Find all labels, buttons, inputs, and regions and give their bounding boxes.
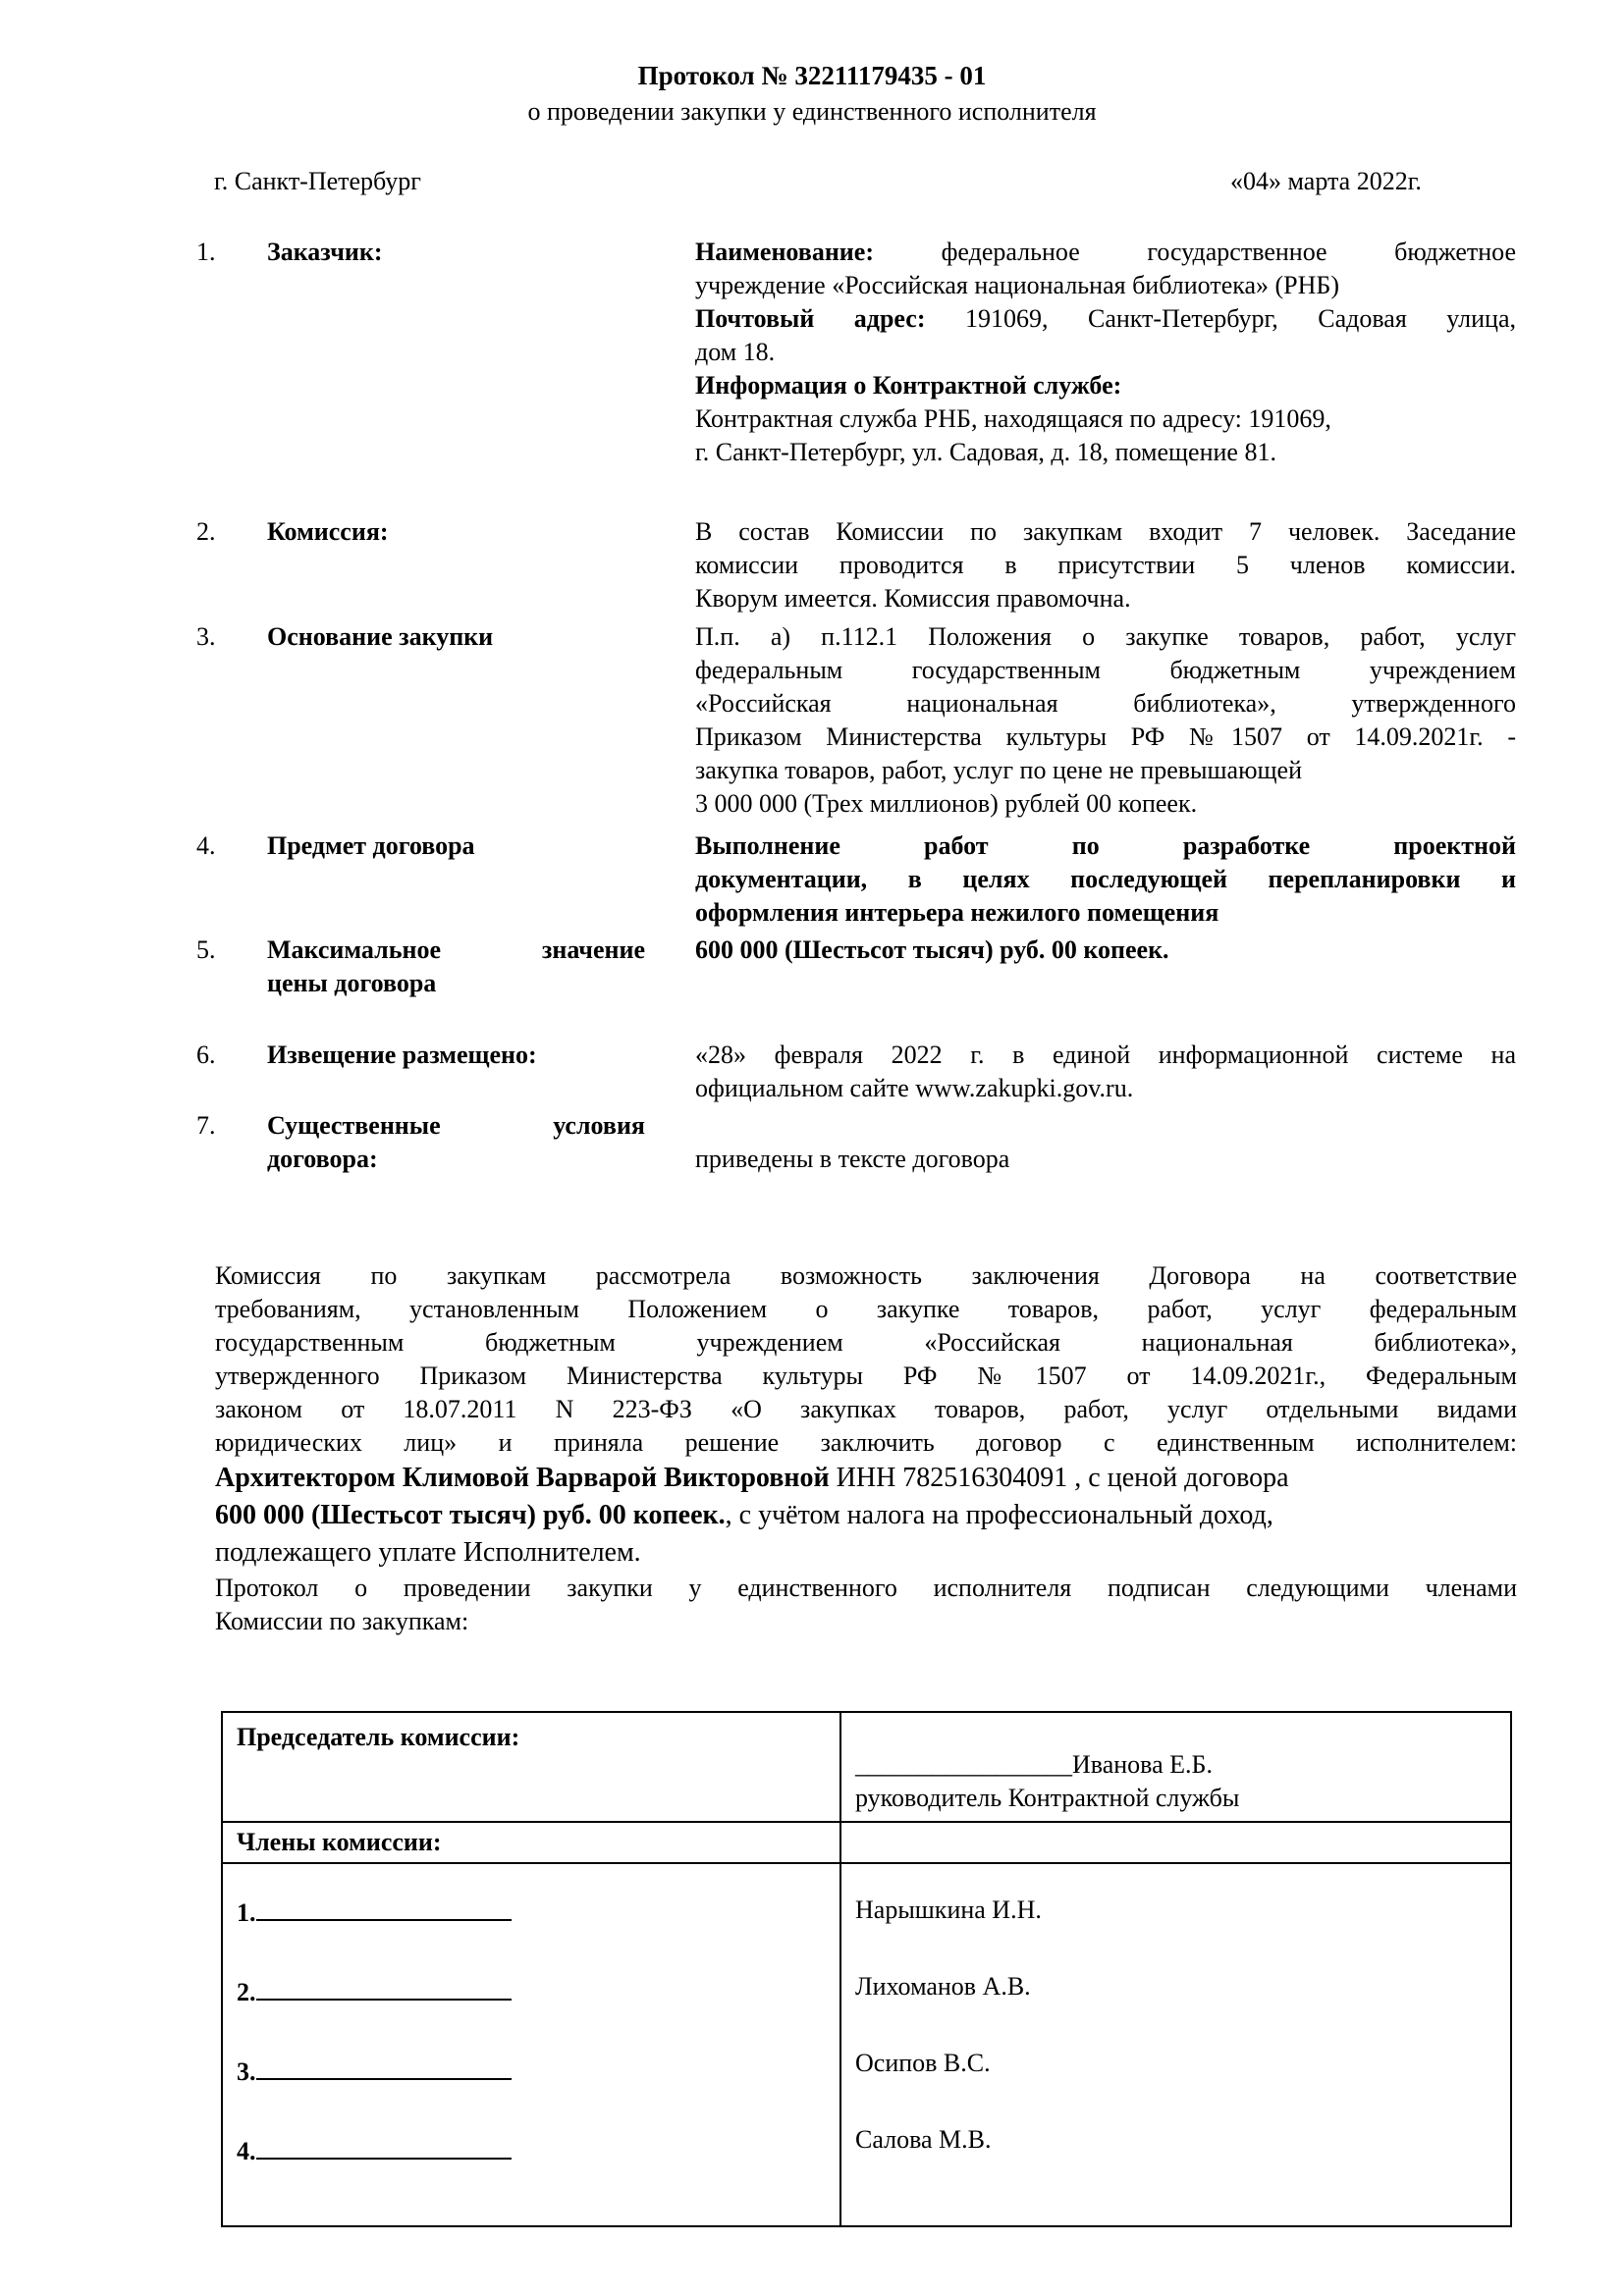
- signature-blank: [256, 2053, 512, 2080]
- chair-signature-blank: _________________: [855, 1750, 1072, 1779]
- max-price-value: 600 000 (Шестьсот тысяч) руб. 00 копеек.: [695, 935, 1169, 964]
- customer-details: Наименование: федеральное государственное бюджетное учреждение «Российская национальная библиотека» (РНБ) Почтовый адрес: 191069, Санкт-Петербург, Садовая улица, дом 18. Информация о Контрактной службе: Контрактная служба РНБ, находящаяся по адресу: 191069, г. Санкт-Петербург, ул. Садовая, д. 18, помещение 81.: [695, 238, 1516, 466]
- members-names-cell: [840, 1863, 1511, 2226]
- contract-price: 600 000 (Шестьсот тысяч) руб. 00 копеек.: [215, 1500, 726, 1530]
- document-title: Протокол № 32211179435 - 01: [637, 61, 987, 90]
- conditions-value: приведены в тексте договора: [695, 1145, 1010, 1173]
- row-number: 4.: [196, 831, 216, 860]
- chair-position: руководитель Контрактной службы: [855, 1784, 1240, 1812]
- row-number: 6.: [196, 1041, 216, 1069]
- signatures-table: [221, 1711, 1512, 2227]
- chair-name: Иванова Е.Б.: [1072, 1750, 1213, 1779]
- row-number: 2.: [196, 517, 216, 546]
- row-label-commission: Комиссия:: [267, 517, 389, 546]
- member-name: Салова М.В.: [855, 2125, 992, 2154]
- chair-label: Председатель комиссии:: [237, 1723, 520, 1751]
- address-label: Почтовый адрес:: [695, 304, 926, 333]
- signature-blank: [256, 1973, 512, 2001]
- decision-paragraph: Комиссия по закупкам рассмотрела возможность заключения Договора на соответствие требованиям, установленным Положением о закупке товаров, работ, услуг федеральным государственным бюджетным учреждением «Российская национальная библиотека», утвержденного Приказом Министерства культуры РФ №1507 от 14.09.2021г., Федеральным законом от 18.07.2011 N 223-ФЗ «О закупках товаров, работ, услуг отдельными видами юридических лиц» и приняла решение заключить договор с единственным исполнителем: Архитектором Климовой Варварой Викторовной ИНН 782516304091 , с ценой договора 600 000 (Шестьсот тысяч) руб. 00 копеек., с учётом налога на профессиональный доход, подлежащего уплате Исполнителем. Протокол о проведении закупки у единственного исполнителя подписан следующими членами Комиссии по закупкам:: [215, 1261, 1517, 1635]
- executor-name: Архитектором Климовой Варварой Викторовной: [215, 1463, 830, 1493]
- row-label-conditions: Существенные условия договора:: [267, 1111, 645, 1173]
- members-signature-cell: [222, 1863, 840, 2226]
- contract-service-label: Информация о Контрактной службе:: [695, 371, 1122, 400]
- row-label-customer: Заказчик:: [267, 238, 383, 266]
- name-label: Наименование:: [695, 238, 874, 266]
- row-number: 7.: [196, 1111, 216, 1140]
- member-name: Осипов В.С.: [855, 2049, 991, 2077]
- basis-details: П.п. а) п.112.1 Положения о закупке товаров, работ, услуг федеральным государственным бюджетным учреждением «Российская национальная библиотека», утвержденного Приказом Министерства культуры РФ №1507 от 14.09.2021г. - закупка товаров, работ, услуг по цене не превышающей 3 000 000 (Трех миллионов) рублей 00 копеек.: [695, 622, 1516, 818]
- signature-blank: [256, 2132, 512, 2160]
- city: г. Санкт-Петербург: [214, 167, 421, 195]
- member-signature-line: 2.: [237, 1973, 826, 2009]
- row-label-max-price: Максимальное значение цены договора: [267, 935, 645, 997]
- row-number: 5.: [196, 935, 216, 964]
- members-label-cell: [222, 1822, 840, 1863]
- document-date: «04» марта 2022г.: [1230, 167, 1422, 195]
- executor-inn: ИНН 782516304091 , с ценой договора: [829, 1463, 1289, 1493]
- row-number: 1.: [196, 238, 216, 266]
- document-subtitle: о проведении закупки у единственного исполнителя: [527, 97, 1097, 126]
- members-header-empty-cell: [840, 1822, 1511, 1863]
- row-number: 3.: [196, 622, 216, 651]
- member-signature-line: 3.: [237, 2053, 826, 2089]
- row-label-subject: Предмет договора: [267, 831, 475, 860]
- row-label-basis: Основание закупки: [267, 622, 494, 651]
- subject-details: Выполнение работ по разработке проектной документации, в целях последующей перепланировки и оформления интерьера нежилого помещения: [695, 831, 1516, 927]
- row-label-notice: Извещение размещено:: [267, 1041, 537, 1069]
- commission-details: В состав Комиссии по закупкам входит 7 человек. Заседание комиссии проводится в присутствии 5 членов комиссии. Кворум имеется. Комиссия правомочна.: [695, 517, 1516, 613]
- member-name: Нарышкина И.Н.: [855, 1896, 1042, 1924]
- members-label: Члены комиссии:: [237, 1828, 442, 1856]
- chair-label-cell: [222, 1712, 840, 1822]
- notice-details: «28» февраля 2022 г. в единой информационной системе на официальном сайте www.zakupki.gov.ru.: [695, 1041, 1516, 1102]
- chair-signature-cell: [840, 1712, 1511, 1822]
- member-signature-line: 1.: [237, 1894, 826, 1930]
- member-name: Лихоманов А.В.: [855, 1972, 1031, 2001]
- member-signature-line: 4.: [237, 2132, 826, 2168]
- signature-blank: [256, 1894, 512, 1921]
